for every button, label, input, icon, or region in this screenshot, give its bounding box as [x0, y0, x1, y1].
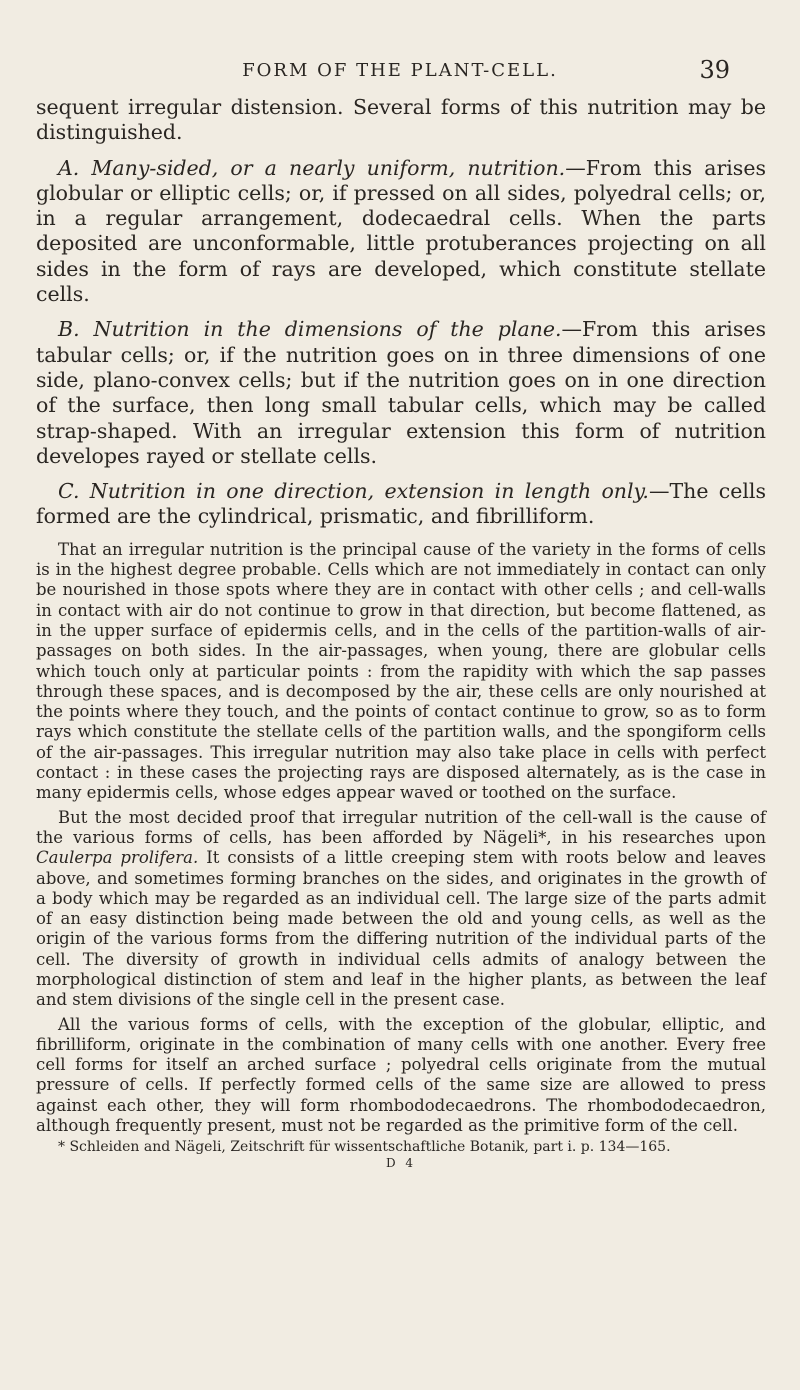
paragraph-irregular-nutrition: That an irregular nutrition is the principal cause of the variety in the forms of cells is in the highest degree probable. Cells which are not immediately in contact can only be nourished in those spots where they are in contact with other cells ; and cell-walls in contact with air do not continue to grow in that direction, but become flattened, as in the upper surface of epidermis cells, and in the cells of the partition-walls of air-passages on both sides. In the air-passages, when young, there are globular cells which touch only at particular points : from the rapidity with which the sap passes through these spaces, and is decomposed by the air, these cells are only nourished at the points where they touch, and the points of contact continue to grow, so as to form rays which constitute the stellate cells of the partition walls, and the spongiform cells of the air-passages. This irregular nutrition may also take place in cells with perfect contact : in these cases the projecting rays are disposed alternately, as is the case in many epidermis cells, whose edges appear waved or toothed on the surface.: [36, 539, 766, 803]
signature-mark: D 4: [385, 1156, 417, 1171]
page-number: 39: [699, 56, 730, 84]
paragraph-caulerpa: But the most decided proof that irregular nutrition of the cell-wall is the cause of the various forms of cells, has been afforded by Nägeli*, in his researches upon Caulerpa prolifera. It consists of a little creeping stem with roots below and leaves above, and sometimes forming branches on the sides, and originates in the growth of a body which may be regarded as an individual cell. The large size of the parts admit of an easy distinction being made between the old and young cells, as well as the origin of the various forms from the differing nutrition of the individual parts of the cell. The diversity of growth in individual cells admits of analogy between the morphological distinction of stem and leaf in the higher plants, as between the leaf and stem divisions of the single cell in the present case.: [36, 807, 766, 1010]
paragraph-continuation: sequent irregular distension. Several forms of this nutrition may be distinguished.: [36, 95, 766, 145]
page-header: [70, 56, 730, 90]
paragraph-b-label: B. Nutrition in the dimensions of the plane.: [58, 317, 562, 342]
footnote: * Schleiden and Nägeli, Zeitschrift für wissentschaftliche Botanik, part i. p. 134—165.: [58, 1139, 671, 1156]
running-title: FORM OF THE PLANT-CELL.: [242, 60, 558, 81]
paragraph-a: A. Many-sided, or a nearly uniform, nutrition.—From this arises globular or elliptic cells; or, if pressed on all sides, polyedral cells; or, in a regular arrangement, dodecaedral cells. When the parts deposited are unconformable, little protuberances projecting on all sides in the form of rays are developed, which constitute stellate cells.: [36, 155, 766, 307]
paragraph-c-label: C. Nutrition in one direction, extension in length only.: [58, 479, 649, 504]
paragraph-b: B. Nutrition in the dimensions of the plane.—From this arises tabular cells; or, if the nutrition goes on in three dimensions of one side, plano-convex cells; but if the nutrition goes on in one direction of the surface, then long small tabular cells, which may be called strap-shaped. With an irregular extension this form of nutrition developes rayed or stellate cells.: [36, 317, 766, 468]
paragraph-a-label: A. Many-sided, or a nearly uniform, nutrition.: [58, 155, 566, 180]
species-name: Caulerpa prolifera.: [36, 848, 199, 868]
body-text: [36, 95, 766, 1170]
paragraph-cell-forms: All the various forms of cells, with the exception of the globular, elliptic, and fibrilliform, originate in the combination of many cells with one another. Every free cell forms for itself an arched surface ; polyedral cells originate from the mutual pressure of cells. If perfectly formed cells of the same size are allowed to press against each other, they will form rhombododecaedrons. The rhombododecaedron, although frequently present, must not be regarded as the primitive form of the cell.: [36, 1014, 766, 1136]
paragraph-c: C. Nutrition in one direction, extension in length only.—The cells formed are the cylindrical, prismatic, and fibrilliform.: [36, 479, 766, 529]
